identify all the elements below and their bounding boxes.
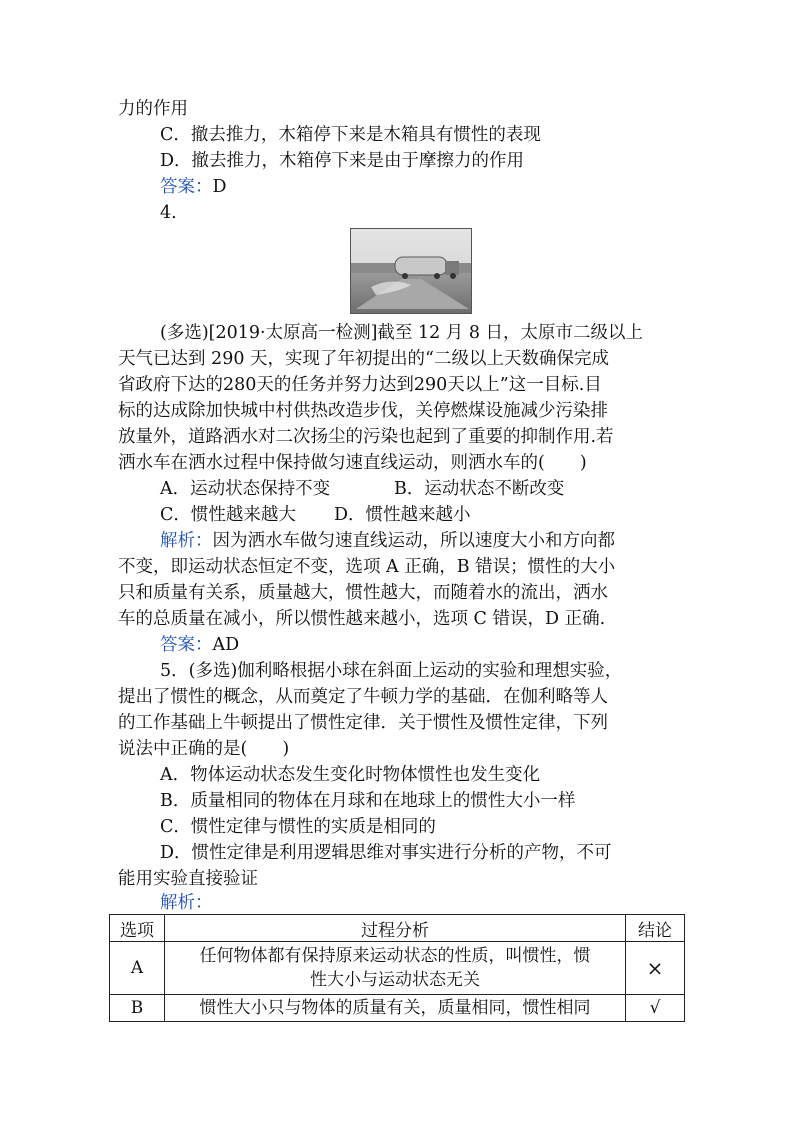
q4-option-a: A．运动状态保持不变: [160, 479, 331, 499]
q4-analysis-line: 只和质量有关系，质量越大，惯性越大，而随着水的流出，洒水: [118, 583, 608, 603]
table-header: 结论: [626, 915, 685, 942]
q5-analysis-label: [160, 890, 213, 916]
analysis-line: 性大小与运动状态无关: [310, 970, 480, 990]
q4-stem-line: 放量外，道路洒水对二次扬尘的污染也起到了重要的抑制作用.若: [118, 427, 614, 447]
table-header-row: [110, 915, 685, 942]
table-cell-option: B: [110, 995, 165, 1022]
answer-label: 答案：: [160, 635, 213, 655]
table-cell-result: √: [626, 995, 685, 1022]
analysis-table: [109, 914, 685, 1022]
water-truck-photo: [350, 228, 472, 314]
q4-analysis-line: 不变，即运动状态恒定不变，选项 A 正确，B 错误；惯性的大小: [118, 557, 616, 577]
answer-value: D: [212, 177, 227, 197]
q4-stem-line: 天气已达到 290 天，实现了年初提出的“二级以上天数确保完成: [118, 349, 609, 369]
q3-answer: [160, 174, 227, 200]
table-header: 选项: [110, 915, 165, 942]
q5-option-b: B．质量相同的物体在月球和在地球上的惯性大小一样: [160, 791, 576, 811]
table-row: [110, 942, 685, 995]
analysis-label: 解析：: [160, 893, 213, 913]
text-line: 力的作用: [118, 99, 188, 119]
answer-label: 答案：: [160, 177, 213, 197]
question-number: 4.: [160, 203, 177, 223]
table-header: 过程分析: [165, 915, 626, 942]
answer-value: AD: [212, 635, 240, 655]
table-cell-result: ×: [626, 942, 685, 995]
q5-stem-line: 的工作基础上牛顿提出了惯性定律．关于惯性及惯性定律，下列: [118, 713, 608, 733]
q4-stem-line: 省政府下达的280天的任务并努力达到290天以上”这一目标.目: [118, 375, 602, 395]
analysis-label: 解析：: [160, 531, 213, 551]
q5-option-d-cont: 能用实验直接验证: [118, 869, 258, 889]
q4-analysis-line: 车的总质量在减小，所以惯性越来越小，选项 C 错误，D 正确.: [118, 609, 606, 629]
table-cell-analysis: 惯性大小只与物体的质量有关，质量相同，惯性相同: [165, 995, 626, 1022]
q4-stem-line: 标的达成除加快城中村供热改造步伐，关停燃煤设施减少污染排: [118, 401, 608, 421]
q4-option-d: D．惯性越来越小: [334, 505, 471, 525]
q5-option-a: A．物体运动状态发生变化时物体惯性也发生变化: [160, 765, 541, 785]
q5-stem-line: 5．(多选)伽利略根据小球在斜面上运动的实验和理想实验，: [160, 661, 623, 681]
q4-option-b: B．运动状态不断改变: [394, 479, 565, 499]
q5-stem-line: 说法中正确的是( ): [118, 739, 290, 759]
table-cell-analysis: [165, 942, 626, 995]
q4-stem-line: (多选)[2019·太原高一检测]截至 12 月 8 日，太原市二级以上: [160, 323, 644, 343]
table-cell-option: A: [110, 942, 165, 995]
q4-option-c: C．惯性越来越大: [160, 505, 296, 525]
table-row: [110, 995, 685, 1022]
q3-option-d: D．撤去推力，木箱停下来是由于摩擦力的作用: [160, 151, 525, 171]
q5-option-d: D．惯性定律是利用逻辑思维对事实进行分析的产物，不可: [160, 843, 612, 863]
q4-stem-line: 洒水车在洒水过程中保持做匀速直线运动，则洒水车的( ): [118, 453, 587, 473]
q5-option-c: C．惯性定律与惯性的实质是相同的: [160, 817, 436, 837]
analysis-line: 任何物体都有保持原来运动状态的性质，叫惯性，惯: [199, 946, 591, 966]
q5-stem-line: 提出了惯性的概念，从而奠定了牛顿力学的基础．在伽利略等人: [118, 687, 608, 707]
q4-answer: [160, 632, 239, 658]
analysis-text: 因为洒水车做匀速直线运动，所以速度大小和方向都: [212, 531, 615, 551]
q4-analysis-line: [160, 528, 615, 554]
q3-option-c: C．撤去推力，木箱停下来是木箱具有惯性的表现: [160, 125, 541, 145]
